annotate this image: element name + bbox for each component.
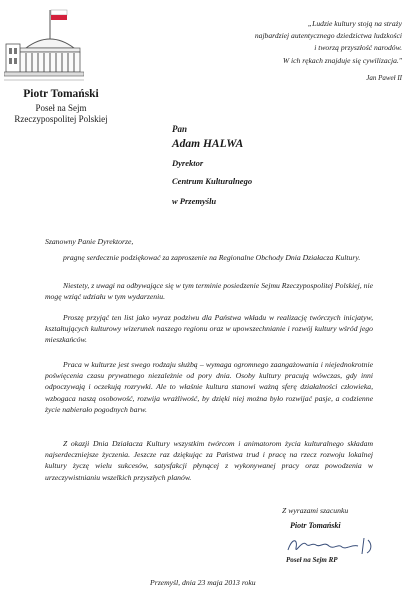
letterhead-name: Piotr Tomański: [23, 88, 99, 100]
letterhead-title-line2: Rzeczypospolitej Polskiej: [14, 114, 108, 124]
addressee-name: Adam HALWA: [172, 138, 244, 150]
letter-paragraph-1: pragnę serdecznie podziękować za zaproszenie na Regionalne Obchody Dnia Działacza Kultury.: [63, 253, 361, 262]
addressee-institution: Centrum Kulturalnego: [172, 176, 253, 186]
quote-line-1: „Ludzie kultury stoją na straży: [307, 19, 402, 28]
flag-red-stripe: [51, 15, 67, 20]
signer-name: Piotr Tomański: [290, 521, 341, 530]
addressee-city: w Przemyślu: [172, 196, 217, 206]
sejm-building-logo: [4, 6, 84, 88]
letterhead-title-line1: Poseł na Sejm: [35, 103, 87, 113]
quote-line-2: najbardziej autentycznego dziedzictwa ludzkości: [254, 31, 402, 40]
letter-paragraph-2: Niestety, z uwagi na odbywające się w tym terminie posiedzenie Sejmu Rzeczypospolitej Polskiej, nie mogę wziąć udziału w tym wydarzeniu.: [45, 281, 373, 302]
addressee-salutation: Pan: [172, 124, 188, 134]
closing-regards: Z wyrazami szacunku: [282, 506, 349, 515]
letter-paragraph-5: Z okazji Dnia Działacza Kultury wszystkim twórcom i animatorom życia kulturalnego składam najserdeczniejsze życzenia. Jeszcze raz dziękując za Państwa trud i pracę na rzecz rozwoju lokalnej kultury życzę wielu sukcesów, satysfakcji płynącej z wykonywanej pracy oraz powodzenia w urzeczywistnianiu wszelkich przyszłych planów.: [45, 439, 373, 482]
letter-greeting: Szanowny Panie Dyrektorze,: [45, 237, 134, 246]
signer-title: Poseł na Sejm RP: [286, 556, 338, 564]
letter-paragraph-4: Praca w kulturze jest swego rodzaju służbą – wymaga ogromnego zaangażowania i niejednokrotnie poświęcenia czasu prywatnego niezależnie od pory dnia. Osoby kultury pracują wówczas, gdy inni odpoczywają i oczekują rozrywki. Ale to właśnie kultura stanowi ważną sferę działalności człowieka, wzbogaca naszą osobowość, rozwija wrażliwość, by dzięki niej można było rozwijać pasje, a codzienne życie nabierało pogodnych barw.: [45, 360, 373, 414]
addressee-position: Dyrektor: [172, 158, 204, 168]
quote-author: Jan Paweł II: [366, 74, 402, 82]
quote-line-4: W ich rękach znajduje się cywilizacja.": [282, 56, 402, 65]
place-and-date: Przemyśl, dnia 23 maja 2013 roku: [150, 578, 256, 587]
letter-paragraph-3: Proszę przyjąć ten list jako wyraz podziwu dla Państwa wkładu w realizację twórczych inicjatyw, kształtujących kulturowy wizerunek naszego regionu oraz w upowszechnianie i rozwój kultury wśród jego mieszkańców.: [45, 313, 373, 345]
handwritten-signature: [282, 532, 378, 558]
quote-line-3: i tworzą przyszłość narodów.: [314, 43, 402, 52]
